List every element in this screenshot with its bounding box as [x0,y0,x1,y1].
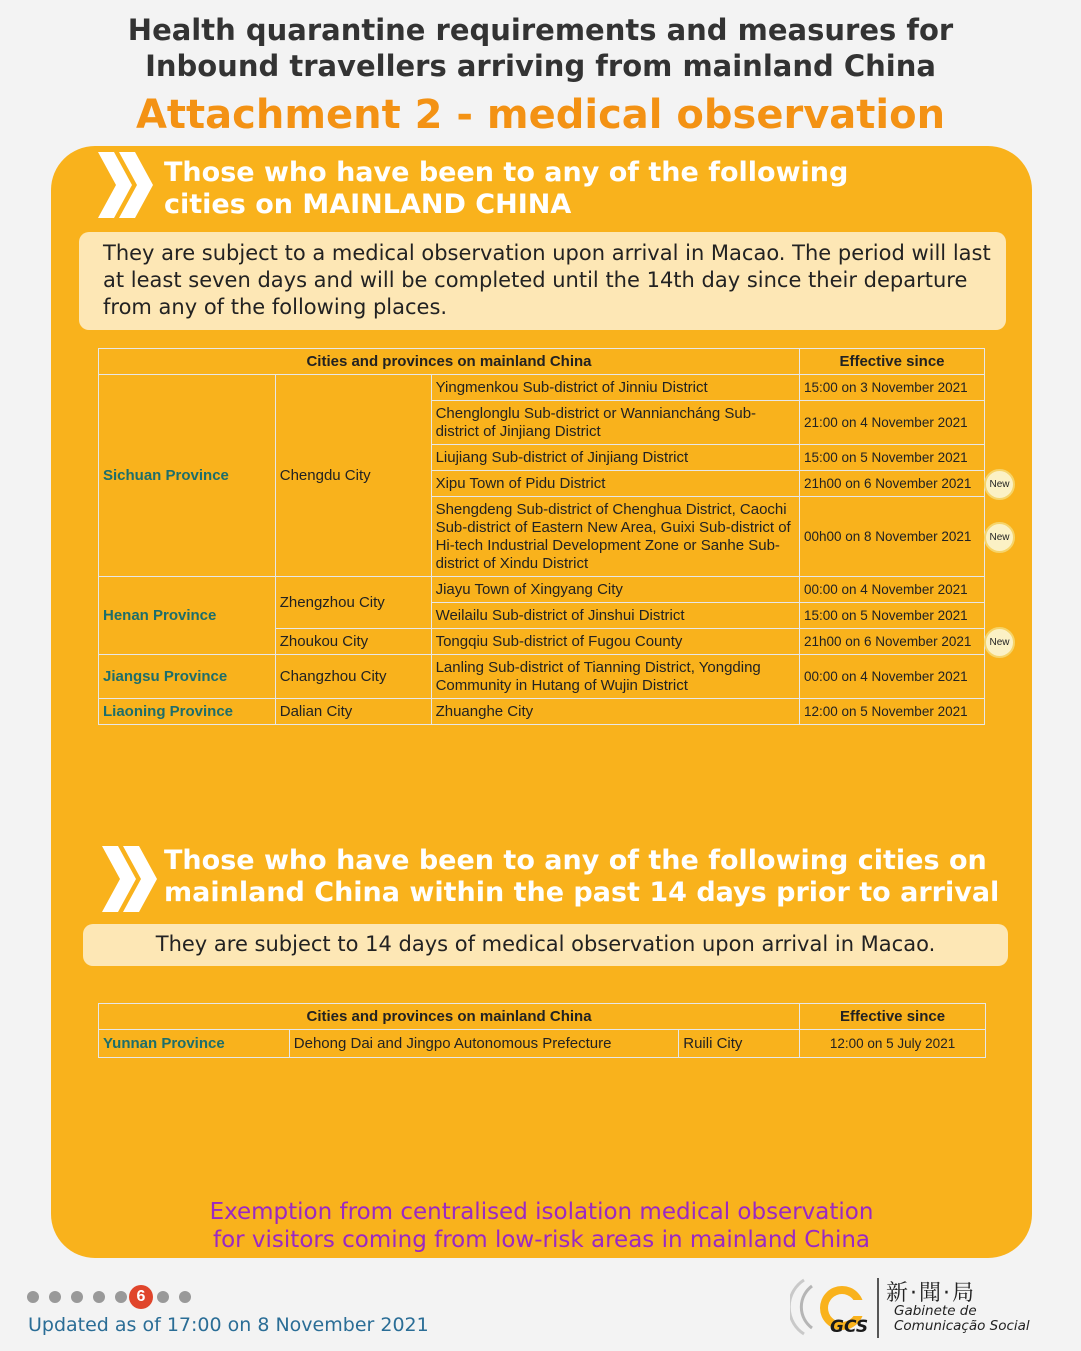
date-cell: 00:00 on 4 November 2021 [799,655,984,699]
page-dot[interactable] [157,1291,169,1303]
page-dot[interactable] [93,1291,105,1303]
section1-note: They are subject to a medical observation upon arrival in Macao. The period will last at least seven days and will be completed until the 14th day since their departure from any of the following places. [79,232,1006,330]
district-cell: Lanling Sub-district of Tianning District, Yongding Community in Hutang of Wujin District [431,655,799,699]
table-header-cities: Cities and provinces on mainland China [99,1004,800,1030]
city-cell: Changzhou City [275,655,431,699]
date-cell: 21h00 on 6 November 2021 [799,471,984,497]
city-cell: Zhengzhou City [275,577,431,629]
table-header-cities: Cities and provinces on mainland China [99,349,800,375]
province-cell: Sichuan Province [99,375,276,577]
page-dot[interactable] [27,1291,39,1303]
province-cell: Yunnan Province [99,1030,290,1058]
date-cell: 15:00 on 3 November 2021 [799,375,984,401]
logo-portuguese-name [894,1304,1030,1334]
table-row [99,577,985,603]
new-badge: New [984,522,1015,553]
logo-abbr: GCS [830,1317,869,1337]
date-cell: 21:00 on 4 November 2021 [799,401,984,445]
city-cell: Ruili City [679,1030,800,1058]
chevron-right-icon [98,152,153,218]
city-cell: Dalian City [275,699,431,725]
page-dot[interactable] [115,1291,127,1303]
section1-table [98,348,985,725]
section2-heading-line1: Those who have been to any of the following cities on [164,845,987,876]
district-cell: Xipu Town of Pidu District [431,471,799,497]
gcs-emblem-icon [790,1272,882,1342]
date-cell: 15:00 on 5 November 2021 [799,603,984,629]
prefecture-cell: Dehong Dai and Jingpo Autonomous Prefecture [289,1030,678,1058]
district-cell: Zhuanghe City [431,699,799,725]
date-cell: 12:00 on 5 November 2021 [799,699,984,725]
section2-heading-line2: mainland China within the past 14 days prior to arrival [164,877,1000,908]
city-cell: Zhoukou City [275,629,431,655]
district-cell: Chenglonglu Sub-district or Wanniancháng Sub-district of Jinjiang District [431,401,799,445]
province-cell: Henan Province [99,577,276,655]
new-badge: New [984,469,1015,500]
date-cell: 00h00 on 8 November 2021 [799,497,984,577]
page-dot-current[interactable]: 6 [129,1285,153,1309]
city-cell: Chengdu City [275,375,431,577]
table-header-effective: Effective since [799,349,984,375]
page-title-line2: Inbound travellers arriving from mainland China [145,49,936,83]
table-row [99,655,985,699]
new-badge: New [984,627,1015,658]
date-cell: 15:00 on 5 November 2021 [799,445,984,471]
section1-heading-line1: Those who have been to any of the following [164,157,849,188]
chevron-right-icon [102,846,157,912]
district-cell: Shengdeng Sub-district of Chenghua District, Caochi Sub-district of Eastern New Area, Guixi Sub-district of Hi-tech Industrial Development Zone or Sanhe Sub-district of Xindu District [431,497,799,577]
district-cell: Tongqiu Sub-district of Fugou County [431,629,799,655]
exemption-link[interactable] [51,1198,1032,1254]
table-header-effective: Effective since [800,1004,986,1030]
page-title-line1: Health quarantine requirements and measures for [127,13,954,47]
date-cell: 12:00 on 5 July 2021 [800,1030,986,1058]
page-dot[interactable] [49,1291,61,1303]
logo-pt-line1: Gabinete de [894,1303,977,1319]
gcs-logo [790,1272,1070,1342]
page-subtitle: Attachment 2 - medical observation [135,92,946,138]
page-dot[interactable] [71,1291,83,1303]
logo-pt-line2: Comunicação Social [894,1318,1030,1334]
exemption-line1: Exemption from centralised isolation medical observation [209,1199,874,1225]
district-cell: Weilailu Sub-district of Jinshui District [431,603,799,629]
page-dot[interactable] [179,1291,191,1303]
district-cell: Liujiang Sub-district of Jinjiang District [431,445,799,471]
date-cell: 21h00 on 6 November 2021 [799,629,984,655]
logo-chinese-name: 新·聞·局 [886,1281,976,1306]
table-row [99,699,985,725]
date-cell: 00:00 on 4 November 2021 [799,577,984,603]
exemption-line2: for visitors coming from low-risk areas in mainland China [212,1227,871,1253]
district-cell: Yingmenkou Sub-district of Jinniu District [431,375,799,401]
updated-timestamp: Updated as of 17:00 on 8 November 2021 [28,1314,429,1336]
section2-table [98,1003,986,1058]
province-cell: Jiangsu Province [99,655,276,699]
table-row [99,1030,986,1058]
table-row [99,375,985,401]
section1-heading-line2: cities on MAINLAND CHINA [164,189,572,220]
section2-note: They are subject to 14 days of medical observation upon arrival in Macao. [83,924,1008,966]
province-cell: Liaoning Province [99,699,276,725]
district-cell: Jiayu Town of Xingyang City [431,577,799,603]
